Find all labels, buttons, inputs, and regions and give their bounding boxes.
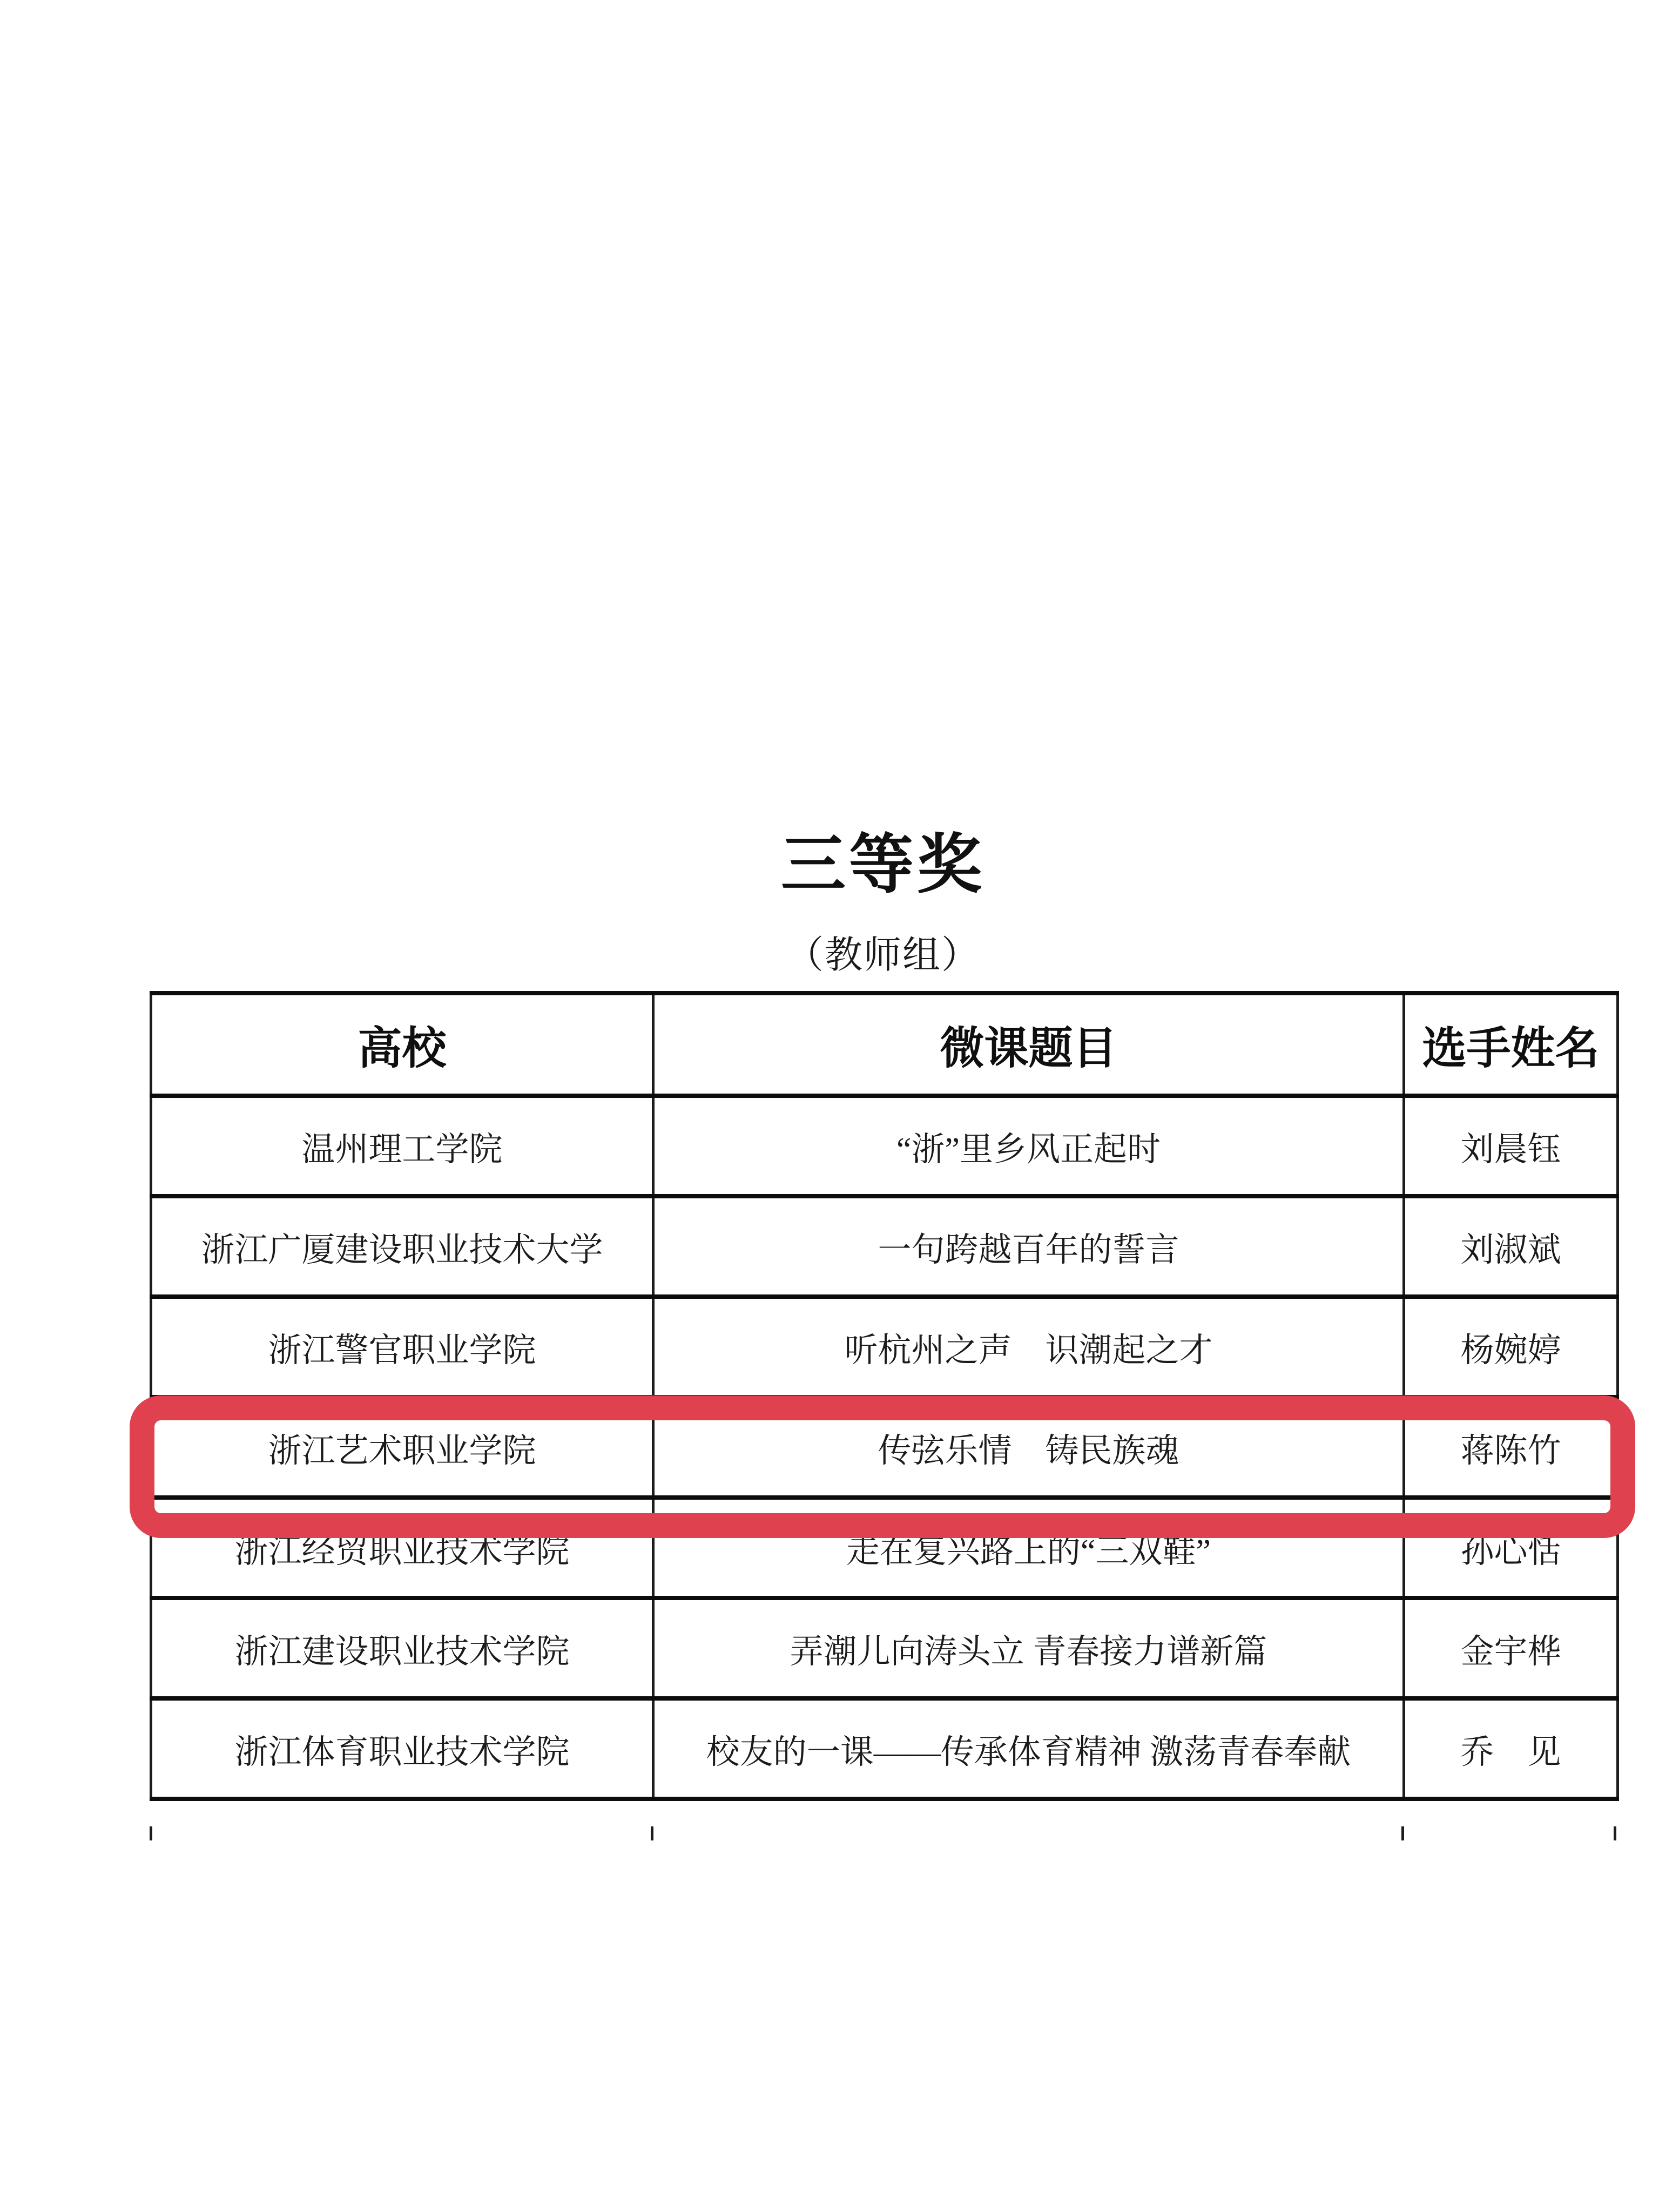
table-header: [151, 993, 1618, 1096]
name-cell: 乔 见: [1404, 1698, 1618, 1799]
name-cell: 蒋陈竹: [1404, 1397, 1618, 1498]
name-cell: 孙心恬: [1404, 1498, 1618, 1598]
awards-table: [150, 991, 1619, 1801]
table-row: [151, 1096, 1618, 1196]
name-cell: 金宇桦: [1404, 1598, 1618, 1698]
school-cell: 浙江广厦建设职业技术大学: [151, 1196, 653, 1297]
stub-line: [651, 1826, 653, 1840]
school-cell: 浙江体育职业技术学院: [151, 1698, 653, 1799]
name-cell: 刘晨钰: [1404, 1096, 1618, 1196]
topic-cell: 弄潮儿向涛头立 青春接力谱新篇: [653, 1598, 1404, 1698]
school-cell: 浙江警官职业学院: [151, 1297, 653, 1397]
col-header-topic: 微课题目: [653, 993, 1404, 1096]
table-row-highlighted: [151, 1397, 1618, 1498]
name-cell: 杨婉婷: [1404, 1297, 1618, 1397]
topic-cell: “浙”里乡风正起时: [653, 1096, 1404, 1196]
school-cell: 温州理工学院: [151, 1096, 653, 1196]
topic-cell: 听杭州之声 识潮起之才: [653, 1297, 1404, 1397]
table-row: [151, 1196, 1618, 1297]
name-cell: 刘淑斌: [1404, 1196, 1618, 1297]
stub-line: [1614, 1826, 1616, 1840]
page-subtitle: （教师组）: [786, 935, 980, 976]
topic-cell: 校友的一课——传承体育精神 激荡青春奉献: [653, 1698, 1404, 1799]
col-header-school: 高校: [151, 993, 653, 1096]
table-row: [151, 1598, 1618, 1698]
stub-line: [1401, 1826, 1404, 1840]
table-body: [151, 1096, 1618, 1799]
table-row: [151, 1498, 1618, 1598]
table-continuation-stubs: [150, 1826, 1616, 1840]
school-cell: 浙江经贸职业技术学院: [151, 1498, 653, 1598]
school-cell: 浙江建设职业技术学院: [151, 1598, 653, 1698]
topic-cell: 走在复兴路上的“三双鞋”: [653, 1498, 1404, 1598]
table-row: [151, 1297, 1618, 1397]
topic-cell: 一句跨越百年的誓言: [653, 1196, 1404, 1297]
table-row: [151, 1698, 1618, 1799]
stub-line: [150, 1826, 152, 1840]
col-header-name: 选手姓名: [1404, 993, 1618, 1096]
header-row: [151, 993, 1618, 1096]
topic-cell: 传弦乐情 铸民族魂: [653, 1397, 1404, 1498]
page-title: 三等奖: [781, 829, 985, 901]
school-cell: 浙江艺术职业学院: [151, 1397, 653, 1498]
